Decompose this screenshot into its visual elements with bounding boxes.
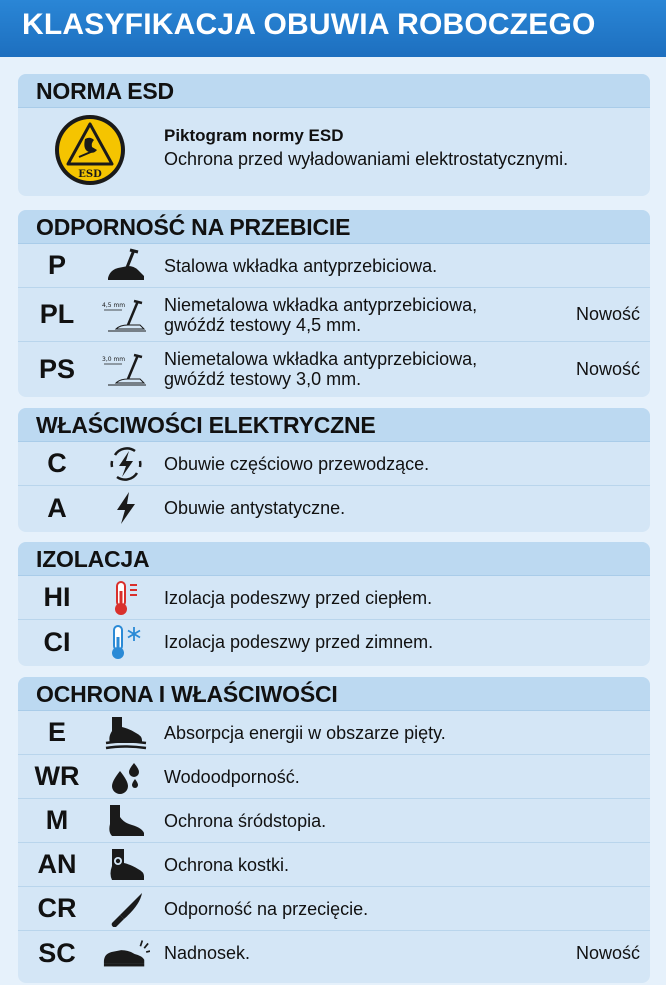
list-item xyxy=(18,799,650,843)
list-item xyxy=(18,711,650,755)
item-code: WR xyxy=(34,761,80,791)
foot-metatarsal-icon xyxy=(104,803,148,839)
boot-energy-icon xyxy=(104,715,148,751)
item-code: CI xyxy=(43,626,71,657)
item-description-line1: Niemetalowa wkładka antyprzebiciowa, xyxy=(164,294,478,315)
list-item xyxy=(18,843,650,887)
item-description: Obuwie antystatyczne. xyxy=(164,498,346,518)
list-item xyxy=(18,244,650,288)
header-banner xyxy=(0,0,666,57)
item-code: E xyxy=(47,717,66,747)
section-header xyxy=(18,408,650,442)
item-description: Stalowa wkładka antyprzebiciowa. xyxy=(164,255,438,276)
nail-3-0mm-icon xyxy=(102,351,150,387)
section-header xyxy=(18,210,650,244)
list-item xyxy=(18,288,650,342)
section-title: NORMA ESD xyxy=(36,78,174,104)
item-description-line2: gwóźdź testowy 3,0 mm. xyxy=(164,369,362,389)
item-code: HI xyxy=(43,582,71,612)
esd-row xyxy=(18,108,650,186)
esd-pictogram-icon xyxy=(54,114,126,186)
section-esd xyxy=(18,74,650,196)
svg-text:4,5 mm: 4,5 mm xyxy=(102,301,126,309)
list-item xyxy=(18,486,650,530)
item-code: PS xyxy=(38,353,76,384)
section-title: ODPORNOŚĆ NA PRZEBICIE xyxy=(36,214,351,240)
item-description: Izolacja podeszwy przed zimnem. xyxy=(164,632,434,652)
water-drops-icon xyxy=(108,759,144,795)
section-electrical xyxy=(18,408,650,532)
esd-icon-text: ESD xyxy=(78,169,102,180)
ankle-boot-icon xyxy=(104,847,148,883)
lightning-icon xyxy=(113,490,139,526)
list-item xyxy=(18,755,650,799)
thermometer-cold-icon xyxy=(108,623,144,661)
list-item xyxy=(18,931,650,975)
item-description: Wodoodporność. xyxy=(164,766,300,787)
list-item xyxy=(18,576,650,620)
item-code: CR xyxy=(37,893,77,923)
item-description: Odporność na przecięcie. xyxy=(164,898,369,919)
esd-item-title: Piktogram normy ESD xyxy=(164,126,344,145)
item-code: A xyxy=(47,492,67,523)
new-badge: Nowość xyxy=(575,942,640,963)
svg-text:3,0 mm: 3,0 mm xyxy=(102,356,126,363)
item-code: PL xyxy=(39,299,75,329)
item-description: Nadnosek. xyxy=(164,943,251,963)
section-title: WŁAŚCIWOŚCI ELEKTRYCZNE xyxy=(36,412,376,438)
list-item xyxy=(18,620,650,664)
thermometer-heat-icon xyxy=(109,579,143,617)
list-item xyxy=(18,342,650,396)
item-code: C xyxy=(47,448,67,478)
section-header xyxy=(18,677,650,711)
section-protection xyxy=(18,677,650,983)
item-code: M xyxy=(45,805,69,835)
item-code: P xyxy=(47,250,66,280)
item-description: Ochrona kostki. xyxy=(164,854,290,875)
nail-steel-insert-icon xyxy=(104,248,148,284)
new-badge: Nowość xyxy=(575,358,640,379)
item-description-line2: gwóźdź testowy 4,5 mm. xyxy=(164,314,362,335)
knife-icon xyxy=(106,891,146,927)
section-puncture xyxy=(18,210,650,397)
section-header xyxy=(18,74,650,108)
item-description: Ochrona śródstopia. xyxy=(164,810,327,831)
list-item xyxy=(18,887,650,931)
shoe-toecap-icon xyxy=(102,936,150,970)
section-title: OCHRONA I WŁAŚCIWOŚCI xyxy=(36,681,338,707)
nail-4-5mm-icon xyxy=(102,297,150,333)
item-code: AN xyxy=(37,849,77,879)
list-item xyxy=(18,442,650,486)
new-badge: Nowość xyxy=(575,304,640,324)
item-description: Izolacja podeszwy przed ciepłem. xyxy=(164,587,433,608)
section-insulation xyxy=(18,542,650,666)
circled-lightning-icon xyxy=(107,445,145,483)
item-description: Obuwie częściowo przewodzące. xyxy=(164,453,430,474)
item-code: SC xyxy=(38,937,76,968)
item-description: Absorpcja energii w obszarze pięty. xyxy=(164,722,446,743)
esd-item-desc: Ochrona przed wyładowaniami elektrostatycznymi. xyxy=(164,149,569,169)
section-header xyxy=(18,542,650,576)
page-title: KLASYFIKACJA OBUWIA ROBOCZEGO xyxy=(22,8,596,41)
item-description-line1: Niemetalowa wkładka antyprzebiciowa, xyxy=(164,349,478,369)
section-title: IZOLACJA xyxy=(36,546,150,572)
